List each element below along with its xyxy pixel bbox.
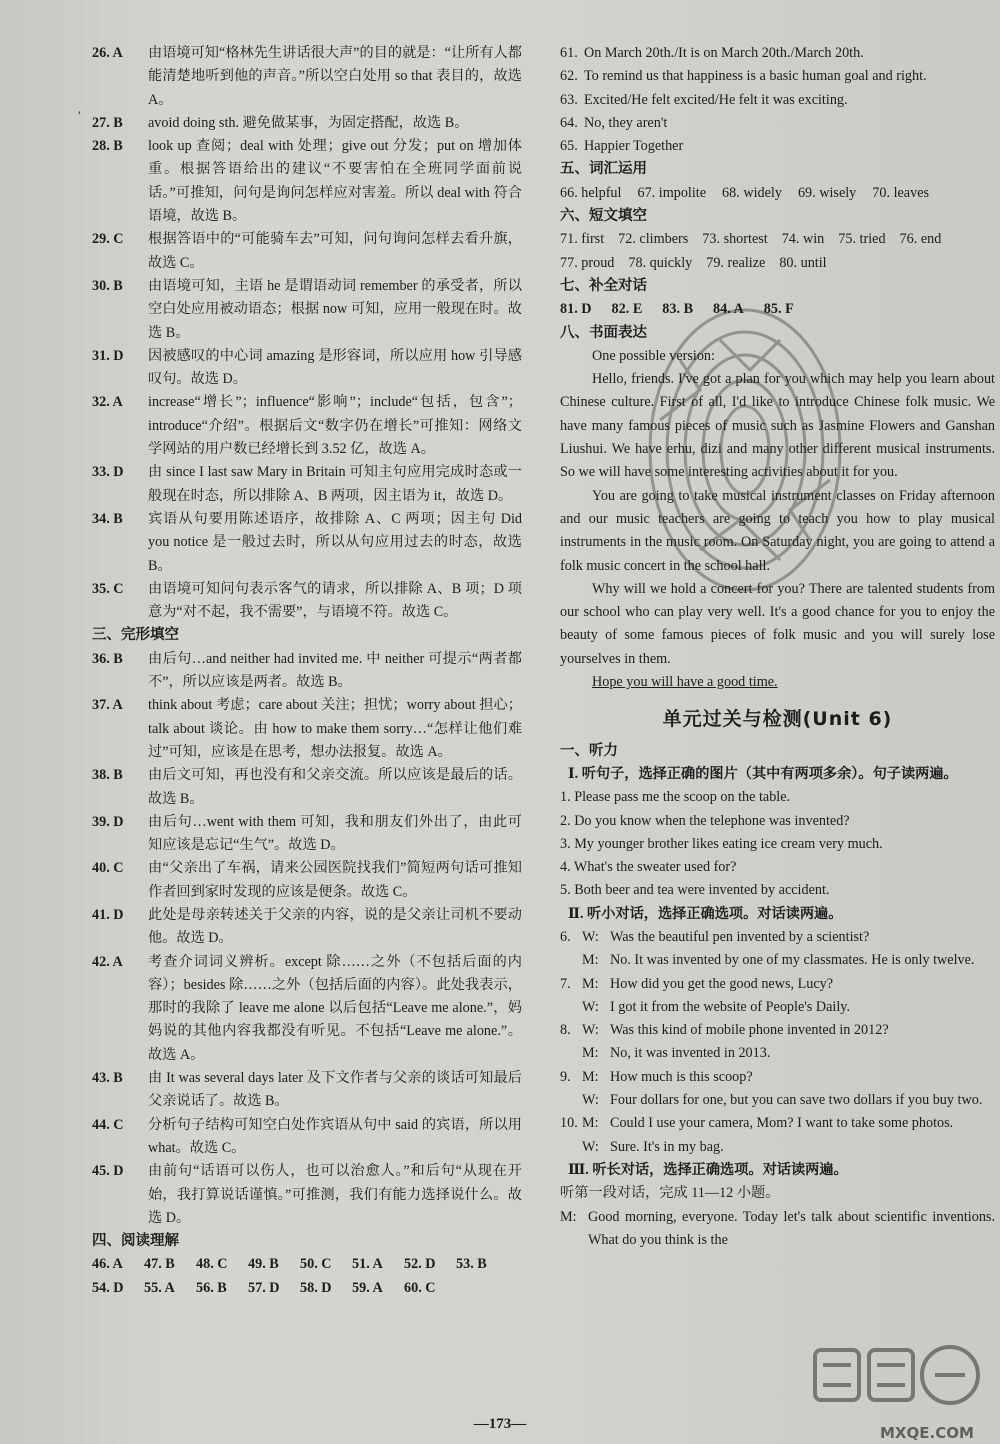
- answer-item: [92, 461, 522, 508]
- explanation-text: 因被感叹的中心词 amazing 是形容词，所以应用 how 引导感叹句。故选 D。: [148, 347, 522, 388]
- cloze-answers: [560, 228, 995, 275]
- answer-item: [92, 391, 522, 461]
- speaker: W:: [582, 1022, 599, 1039]
- cloze-answer: 72. climbers: [618, 231, 689, 248]
- reading-answer: 57. D: [248, 1279, 280, 1296]
- dialog-number: 9.: [560, 1068, 571, 1085]
- explanation-text: 根据答语中的“可能骑车去”可知，问句询问怎样去看升旗，故选 C。: [148, 231, 522, 271]
- question-number: 26. A: [92, 45, 123, 61]
- speaker: W:: [582, 1138, 599, 1155]
- answer-item: [92, 275, 522, 345]
- question-number: 32. A: [92, 394, 123, 411]
- answer-item: [92, 694, 522, 764]
- dialog-answer: 82. E: [611, 301, 643, 318]
- explanation-text: 由“父亲出了车祸，请来公园医院找我们”简短两句话可推知作者回到家时发现的应该是便条。故选 C。: [148, 860, 522, 900]
- question-number: 65.: [560, 138, 578, 155]
- answer-item: [560, 65, 995, 88]
- essay-paragraph: Hello, friends. I've got a plan for you which may help you learn about Chinese culture. First of all, I'd like to introduce Chinese folk music. We have many famous pieces of music such as Jasmine Flowers and Ganshan Liushui. We have erhu, dizi and many other different musical instruments. So we will have some interesting activities about it for you.: [560, 371, 995, 481]
- answer-text: On March 20th./It is on March 20th./March 20th.: [584, 45, 864, 61]
- cloze-answer: 71. first: [560, 231, 605, 248]
- reading-answer: 51. A: [352, 1256, 383, 1273]
- dialog-line: [560, 1066, 995, 1089]
- cloze-answer: 77. proud: [560, 254, 615, 271]
- question-number: 36. B: [92, 650, 123, 667]
- explanation-text: 由 since I last saw Mary in Britain 可知主句应用完成时态或一般现在时态，所以排除 A、B 两项，因主语为 it，故选 D。: [148, 464, 522, 504]
- part3-intro: 听第一段对话，完成 11—12 小题。: [560, 1185, 780, 1202]
- explanation-text: 由前句“话语可以伤人，也可以治愈人。”和后句“从现在开始，我打算说话谨慎。”可推测，我们有能力选择说什么。故选 D。: [148, 1163, 522, 1226]
- dialog-number: [560, 1089, 582, 1112]
- essay-paragraph: Why will we hold a concert for you? There are talented students from our school who can play very well. It's a good chance for you to enjoy the beauty of some famous pieces of folk music and you will surely lose yourselves in them.: [560, 580, 995, 667]
- explanation-text: 分析句子结构可知空白处作宾语从句中 said 的宾语，所以用 what。故选 C。: [148, 1116, 522, 1156]
- question-number: 63.: [560, 91, 578, 108]
- answer-item: [92, 811, 522, 858]
- answer-list-61-65: [560, 42, 995, 158]
- question-number: 33. D: [92, 464, 124, 481]
- vocab-answers: [560, 182, 995, 205]
- dialog-number: [560, 949, 582, 972]
- reading-answer: 52. D: [404, 1256, 436, 1273]
- answer-item: [560, 135, 995, 158]
- question-number: 62.: [560, 68, 578, 85]
- explanation-text: 由后句…and neither had invited me. 中 neither 可提示“两者都不”，所以应该是两者。故选 B。: [148, 650, 522, 691]
- vocab-answer: 67. impolite: [637, 184, 707, 201]
- explanation-text: 由语境可知“格林先生讲话很大声”的目的就是：“让所有人都能清楚地听到他的声音。”所以空白处用 so that 表目的，故选 A。: [148, 45, 522, 108]
- vocab-answer: 69. wisely: [797, 184, 857, 201]
- answer-item: [92, 42, 522, 112]
- dialog-text: No. It was invented by one of my classmates. He is only twelve.: [610, 952, 975, 969]
- dialog-answer: 85. F: [763, 301, 794, 318]
- section-heading-cloze: 三、完形填空: [92, 627, 179, 644]
- cloze-answer: 76. end: [899, 231, 942, 248]
- question-number: 27. B: [92, 114, 123, 131]
- question-number: 44. C: [92, 1116, 124, 1133]
- dialog-number: 8.: [560, 1022, 571, 1039]
- vocab-answer: 66. helpful: [560, 184, 622, 201]
- essay-heading: One possible version:: [592, 347, 715, 364]
- unit-title: 单元过关与检测(Unit 6): [662, 708, 893, 731]
- listening-sentences: [560, 786, 995, 902]
- answer-text: Happier Together: [584, 138, 684, 155]
- dialog-line: [560, 949, 995, 972]
- reading-answer: 59. A: [352, 1279, 383, 1296]
- cloze-answer: 79. realize: [706, 254, 766, 271]
- answer-text: To remind us that happiness is a basic human goal and right.: [584, 68, 927, 85]
- cloze-row: [560, 228, 995, 251]
- dialog-line: [560, 926, 995, 949]
- dialog-text: Sure. It's in my bag.: [610, 1138, 724, 1155]
- listening-sentence: 5. Both beer and tea were invented by accident.: [560, 882, 830, 899]
- cloze-answer: 73. shortest: [702, 231, 768, 248]
- dialog-text: How did you get the good news, Lucy?: [610, 975, 834, 992]
- speaker: W:: [582, 928, 599, 945]
- section-heading-dialog: 七、补全对话: [560, 277, 647, 294]
- long-dialog-line: [560, 1206, 995, 1253]
- speaker: M:: [582, 975, 599, 992]
- essay-paragraph: You are going to take musical instrument classes on Friday afternoon and our music teachers are going to teach you how to play musical instruments in the music room. On Saturday night, you are going to attend a folk music concert in the school hall.: [560, 487, 995, 574]
- dialog-text: Was the beautiful pen invented by a scientist?: [610, 928, 870, 945]
- answer-item: [92, 228, 522, 275]
- answer-item: [92, 135, 522, 228]
- answer-item: [560, 89, 995, 112]
- speaker: M:: [582, 1045, 599, 1062]
- cloze-answer: 78. quickly: [628, 254, 693, 271]
- cloze-answer: 75. tried: [838, 231, 886, 248]
- answer-item: [92, 857, 522, 904]
- question-number: 61.: [560, 45, 578, 61]
- right-column: [560, 42, 995, 1252]
- dialog-text: Could I use your camera, Mom? I want to take some photos.: [610, 1115, 954, 1132]
- explanation-text: 由 It was several days later 及下文作者与父亲的谈话可知最后父亲说话了。故选 B。: [148, 1070, 522, 1110]
- question-number: 35. C: [92, 580, 124, 597]
- reading-answer: 48. C: [196, 1256, 228, 1273]
- speaker: W:: [582, 998, 599, 1015]
- reading-answer: 58. D: [300, 1279, 332, 1296]
- dialog-line: [560, 1089, 995, 1112]
- essay-paragraph: Hope you will have a good time.: [592, 674, 778, 691]
- dialog-answer: 84. A: [713, 301, 744, 318]
- page-number: —173—: [473, 1416, 527, 1432]
- answer-list-36-45: [92, 648, 522, 1230]
- dialog-line: [560, 1019, 995, 1042]
- explanation-text: 此处是母亲转述关于父亲的内容，说的是父亲让司机不要动他。故选 D。: [148, 906, 522, 947]
- reading-answer: 47. B: [144, 1256, 175, 1273]
- question-number: 37. A: [92, 697, 123, 714]
- reading-answer: 60. C: [404, 1279, 436, 1296]
- reading-answer: 53. B: [456, 1256, 487, 1273]
- listening-sentence: 3. My younger brother likes eating ice cream very much.: [560, 835, 883, 852]
- answer-item: [560, 42, 995, 65]
- speaker: W:: [582, 1092, 599, 1109]
- section-heading-listening: 一、听力: [560, 742, 618, 759]
- answer-list-21-35: [92, 42, 522, 624]
- reading-answer: 49. B: [248, 1256, 279, 1273]
- explanation-text: 考查介词词义辨析。except 除……之外（不包括后面的内容）；besides 除……之外（包括后面的内容）。此处我表示，那时的我除了 leave me alone 以后包括“Leave me alone.”，妈妈说的其他内容我都没有听见。不包括“Leave me alone.”。故选 A。: [148, 953, 522, 1063]
- watermark-text: MXQE.COM: [880, 1424, 974, 1442]
- answer-item: [92, 1067, 522, 1114]
- section-heading-cloze-text: 六、短文填空: [560, 208, 647, 225]
- dialog-number: [560, 1042, 582, 1065]
- left-column: [92, 42, 522, 1300]
- reading-answers: [92, 1253, 522, 1300]
- answer-item: [92, 764, 522, 811]
- dialog-line: [560, 996, 995, 1019]
- cloze-answer: 74. win: [781, 231, 825, 248]
- question-number: 38. B: [92, 767, 123, 784]
- dialog-number: 7.: [560, 975, 571, 992]
- listening-part-1: Ⅰ. 听句子，选择正确的图片（其中有两项多余）。句子读两遍。: [568, 765, 958, 782]
- answer-item: [92, 345, 522, 392]
- stamp-mark: [640, 300, 850, 600]
- question-number: 34. B: [92, 510, 123, 527]
- reading-answer: 54. D: [92, 1279, 124, 1296]
- speaker: M:: [560, 1208, 577, 1225]
- reading-answer: 56. B: [196, 1279, 227, 1296]
- listening-sentence: 1. Please pass me the scoop on the table.: [560, 789, 791, 806]
- dialog-answer: 83. B: [662, 301, 694, 318]
- speaker: M:: [582, 1115, 599, 1132]
- speaker: M:: [582, 1068, 599, 1085]
- listening-dialogs: [560, 926, 995, 1159]
- question-number: 43. B: [92, 1070, 123, 1087]
- speaker: M:: [582, 952, 599, 969]
- explanation-text: 宾语从句要用陈述语序，故排除 A、C 两项；因主句 Did you notice 是一般过去时，所以从句应用过去的时态，故选 B。: [148, 510, 522, 574]
- dialog-line: [560, 1112, 995, 1135]
- question-number: 28. B: [92, 138, 123, 155]
- dialog-number: [560, 1136, 582, 1159]
- pen-mark: ′: [78, 108, 81, 123]
- explanation-text: 由后文可知，再也没有和父亲交流。所以应该是最后的话。故选 B。: [148, 767, 522, 807]
- question-number: 40. C: [92, 860, 124, 877]
- explanation-text: 由语境可知问句表示客气的请求，所以排除 A、B 项；D 项意为“对不起，我不需要”，与语境不符。故选 C。: [148, 580, 522, 621]
- dialog-answer: 81. D: [560, 301, 592, 318]
- reading-row: [92, 1277, 522, 1300]
- dialog-text: Good morning, everyone. Today let's talk about scientific inventions. What do you think is the: [588, 1208, 995, 1248]
- vocab-answer: 70. leaves: [872, 184, 930, 201]
- dialog-text: How much is this scoop?: [610, 1068, 753, 1085]
- cloze-row: [560, 252, 995, 275]
- answer-item: [92, 648, 522, 695]
- dialog-line: [560, 1136, 995, 1159]
- question-number: 29. C: [92, 231, 124, 248]
- reading-row: [92, 1253, 522, 1276]
- answer-item: [92, 508, 522, 578]
- dialog-number: [560, 996, 582, 1019]
- cloze-answer: 80. until: [779, 254, 827, 271]
- vocab-answer: 68. widely: [722, 184, 782, 201]
- reading-answer: 46. A: [92, 1256, 123, 1273]
- question-number: 39. D: [92, 813, 124, 830]
- listening-sentence: 2. Do you know when the telephone was invented?: [560, 812, 850, 829]
- explanation-text: increase“增长”；influence“影响”；include“包括，包含”；introduce“介绍”。根据后文“数字仍在增长”可推知：网络文学网站的用户数已经增长到 3.52 亿，故选 A。: [148, 394, 522, 458]
- dialog-number: 6.: [560, 928, 571, 945]
- explanation-text: 由语境可知，主语 he 是谓语动词 remember 的承受者，所以空白处应用被动语态；根据 now 可知，应用一般现在时。故选 B。: [148, 277, 522, 341]
- explanation-text: look up 查阅；deal with 处理；give out 分发；put on 增加体重。根据答语给出的建议“不要害怕在全班同学面前说话。”可推知，问句是询问怎样应对害羞。所以 deal with 符合语境，故选 B。: [148, 138, 522, 225]
- answer-item: [560, 112, 995, 135]
- explanation-text: think about 考虑；care about 关注；担忧；worry about 担心；talk about 谈论。由 how to make them sorry…“怎样让他们难过”可知，应该是在思考，想办法报复。故选 A。: [148, 697, 522, 760]
- answer-item: [92, 1160, 522, 1230]
- listening-sentence: 4. What's the sweater used for?: [560, 859, 737, 876]
- dialog-text: Was this kind of mobile phone invented in 2012?: [610, 1022, 889, 1039]
- dialog-text: I got it from the website of People's Daily.: [610, 998, 851, 1015]
- section-heading-vocab: 五、词汇运用: [560, 161, 647, 178]
- answer-item: [92, 112, 522, 135]
- section-heading-reading: 四、阅读理解: [92, 1233, 179, 1250]
- question-number: 30. B: [92, 277, 123, 294]
- answer-text: No, they aren't: [584, 114, 668, 131]
- listening-part-2: Ⅱ. 听小对话，选择正确选项。对话读两遍。: [568, 905, 843, 922]
- reading-answer: 55. A: [144, 1279, 175, 1296]
- section-heading-writing: 八、书面表达: [560, 324, 647, 341]
- answer-item: [92, 1114, 522, 1161]
- question-number: 64.: [560, 114, 578, 131]
- question-number: 31. D: [92, 347, 124, 364]
- question-number: 45. D: [92, 1163, 124, 1180]
- question-number: 41. D: [92, 906, 124, 923]
- dialog-text: Four dollars for one, but you can save two dollars if you buy two.: [610, 1092, 983, 1109]
- listening-part-3: Ⅲ. 听长对话，选择正确选项。对话读两遍。: [568, 1161, 848, 1178]
- dialog-text: No, it was invented in 2013.: [610, 1045, 771, 1062]
- answer-item: [92, 951, 522, 1067]
- reading-answer: 50. C: [300, 1256, 332, 1273]
- answer-text: Excited/He felt excited/He felt it was exciting.: [584, 91, 848, 108]
- explanation-text: avoid doing sth. 避免做某事，为固定搭配，故选 B。: [148, 114, 469, 131]
- dialog-number: 10.: [560, 1115, 578, 1132]
- answer-item: [92, 904, 522, 951]
- dialog-line: [560, 1042, 995, 1065]
- answer-item: [92, 578, 522, 625]
- explanation-text: 由后句…went with them 可知，我和朋友们外出了，由此可知应该是忘记“生气”。故选 D。: [148, 813, 522, 854]
- dialog-line: [560, 973, 995, 996]
- question-number: 42. A: [92, 953, 123, 970]
